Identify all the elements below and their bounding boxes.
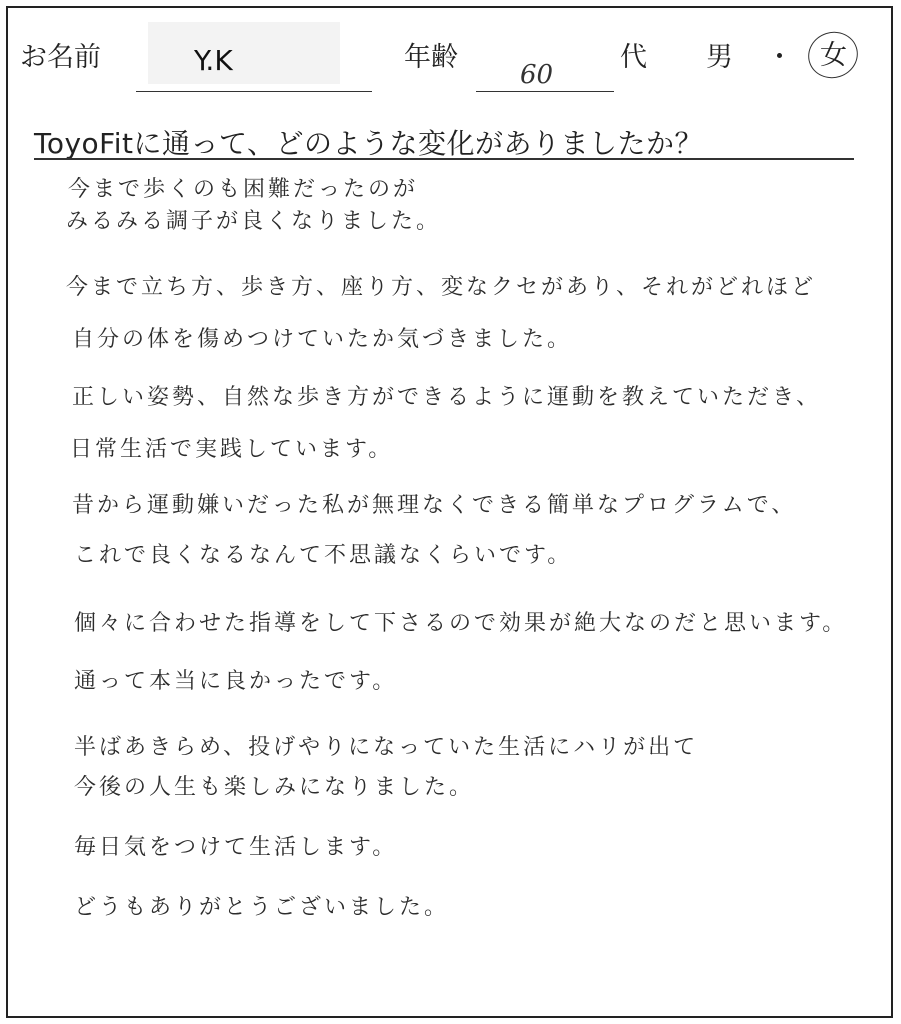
age-value: 60: [520, 60, 554, 90]
answer-line: これで良くなるなんて不思議なくらいです。: [74, 543, 573, 568]
name-field-box: [148, 22, 340, 84]
survey-question: ToyoFitに通って、どのような変化がありましたか？: [34, 127, 703, 160]
answer-line: 半ばあきらめ、投げやりになっていた生活にハリが出て: [74, 735, 699, 760]
answer-line: 日常生活で実践しています。: [70, 437, 394, 462]
answer-line: 今まで立ち方、歩き方、座り方、変なクセがあり、それがどれほど: [66, 275, 817, 300]
age-underline: [476, 91, 614, 92]
age-label: 年齢: [404, 42, 458, 73]
answer-line: どうもありがとうございました。: [74, 895, 450, 920]
answer-line: みるみる調子が良くなりました。: [66, 209, 442, 234]
question-underline: [34, 158, 854, 160]
gender-male-option: 男: [706, 42, 733, 73]
answer-line: 今まで歩くのも困難だったのが: [68, 177, 419, 202]
gender-female-option: 女: [820, 40, 847, 71]
name-label: お名前: [20, 42, 101, 73]
gender-separator: ・: [766, 42, 793, 73]
answer-line: 個々に合わせた指導をして下さるので効果が絶大なのだと思います。: [74, 611, 848, 636]
answer-line: 正しい姿勢、自然な歩き方ができるように運動を教えていただき、: [72, 385, 822, 410]
name-underline: [136, 91, 372, 92]
name-value: Y.K: [194, 44, 233, 77]
age-suffix: 代: [620, 42, 647, 73]
answer-line: 昔から運動嫌いだった私が無理なくできる簡単なプログラムで、: [72, 493, 797, 518]
answer-line: 通って本当に良かったです。: [74, 669, 398, 694]
answer-line: 毎日気をつけて生活します。: [74, 835, 398, 860]
answer-line: 自分の体を傷めつけていたか気づきました。: [72, 327, 573, 352]
answer-line: 今後の人生も楽しみになりました。: [74, 775, 475, 800]
